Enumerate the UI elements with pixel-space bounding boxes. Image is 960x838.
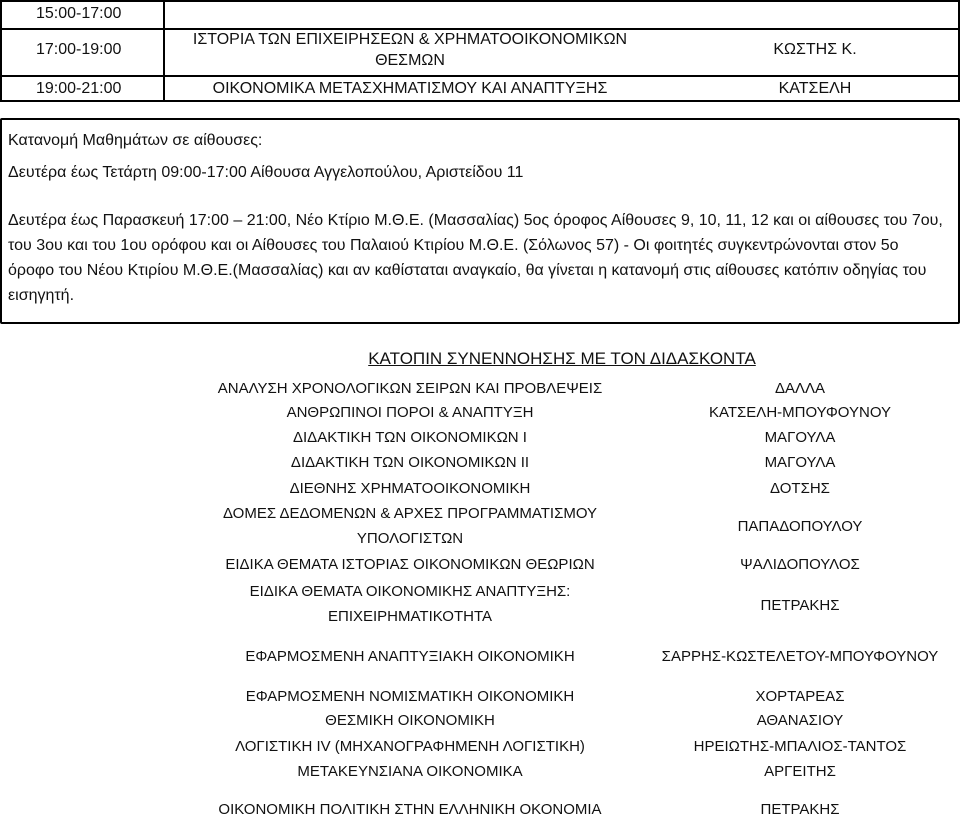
list-professor: ΑΘΑΝΑΣΙΟΥ	[756, 712, 844, 729]
list-professor: ΣΑΡΡΗΣ-ΚΩΣΤΕΛΕΤΟΥ-ΜΠΟΥΦΟΥΝΟΥ	[661, 648, 939, 665]
list-professor: ΠΕΤΡΑΚΗΣ	[760, 597, 840, 614]
list-professor: ΠΕΤΡΑΚΗΣ	[760, 801, 840, 818]
room-allocation-box	[0, 118, 960, 324]
list-professor: ΔΑΛΛΑ	[774, 380, 826, 397]
list-course: ΕΠΙΧΕΙΡΗΜΑΤΙΚΟΤΗΤΑ	[328, 608, 492, 625]
time-slot: 17:00-19:00	[36, 41, 122, 58]
list-course: ΑΝΑΛΥΣΗ ΧΡΟΝΟΛΟΓΙΚΩΝ ΣΕΙΡΩΝ ΚΑΙ ΠΡΟΒΛΕΨΕΙΣ	[217, 380, 603, 397]
list-course: ΕΙΔΙΚΑ ΘΕΜΑΤΑ ΟΙΚΟΝΟΜΙΚΗΣ ΑΝΑΠΤΥΞΗΣ:	[249, 583, 571, 600]
allocation-paragraph: Δευτέρα έως Παρασκευή 17:00 – 21:00, Νέο Κτίριο Μ.Θ.Ε. (Μασσαλίας) 5ος όροφος Αίθουσες 9, 10, 11, 12 και οι αίθουσες του 7ου, του 3ου και του 1ου ορόφου και οι Αίθουσες του Παλαιού Κτιρίου Μ.Θ.Ε. (Σόλωνος 57) - Οι φοιτητές συγκεντρώνονται στον 5ο όροφο του Νέου Κτιρίου Μ.Θ.Ε.(Μασσαλίας) και αν καθίσταται αναγκαίο, θα γίνεται η κατανομή στις αίθουσες κατόπιν οδηγίας του εισηγητή.	[8, 212, 943, 304]
table-border	[0, 0, 2, 102]
list-professor: ΜΑΓΟΥΛΑ	[764, 429, 836, 446]
list-course: ΕΙΔΙΚΑ ΘΕΜΑΤΑ ΙΣΤΟΡΙΑΣ ΟΙΚΟΝΟΜΙΚΩΝ ΘΕΩΡΙΩΝ	[225, 556, 595, 573]
list-professor: ΔΟΤΣΗΣ	[770, 480, 830, 497]
list-professor: ΨΑΛΙΔΟΠΟΥΛΟΣ	[740, 556, 860, 573]
allocation-title: Κατανομή Μαθημάτων σε αίθουσες:	[8, 132, 263, 149]
list-course: ΔΟΜΕΣ ΔΕΔΟΜΕΝΩΝ & ΑΡΧΕΣ ΠΡΟΓΡΑΜΜΑΤΙΣΜΟΥ	[222, 505, 598, 522]
list-professor: ΗΡΕΙΩΤΗΣ-ΜΠΑΛΙΟΣ-ΤΑΝΤΟΣ	[693, 738, 907, 755]
professor-name: ΚΑΤΣΕΛΗ	[778, 80, 852, 97]
list-professor: ΠΑΠΑΔΟΠΟΥΛΟΥ	[737, 518, 863, 535]
list-heading	[0, 349, 960, 369]
table-border	[0, 28, 960, 30]
list-heading-text: ΚΑΤΟΠΙΝ ΣΥΝΕΝΝΟΗΣΗΣ ΜΕ ΤΟΝ ΔΙΔΑΣΚΟΝΤΑ	[368, 349, 756, 368]
list-course: ΟΙΚΟΝΟΜΙΚΗ ΠΟΛΙΤΙΚΗ ΣΤΗΝ ΕΛΛΗΝΙΚΗ ΟΚΟΝΟΜΙΑ	[218, 801, 602, 818]
list-professor: ΜΑΓΟΥΛΑ	[764, 454, 836, 471]
list-professor: ΚΑΤΣΕΛΗ-ΜΠΟΥΦΟΥΝΟΥ	[708, 404, 892, 421]
allocation-line: Δευτέρα έως Τετάρτη 09:00-17:00 Αίθουσα Αγγελοπούλου, Αριστείδου 11	[8, 164, 524, 181]
list-professor: ΑΡΓΕΙΤΗΣ	[764, 763, 836, 780]
list-course: ΥΠΟΛΟΓΙΣΤΩΝ	[356, 530, 464, 547]
list-course: ΕΦΑΡΜΟΣΜΕΝΗ ΑΝΑΠΤΥΞΙΑΚΗ ΟΙΚΟΝΟΜΙΚΗ	[245, 648, 575, 665]
list-course: ΛΟΓΙΣΤΙΚΗ IV (ΜΗΧΑΝΟΓΡΑΦΗΜΕΝΗ ΛΟΓΙΣΤΙΚΗ)	[235, 738, 585, 755]
list-course: ΔΙΕΘΝΗΣ ΧΡΗΜΑΤΟΟΙΚΟΝΟΜΙΚΗ	[289, 480, 531, 497]
schedule-table	[0, 0, 960, 100]
course-title: ΙΣΤΟΡΙΑ ΤΩΝ ΕΠΙΧΕΙΡΗΣΕΩΝ & ΧΡΗΜΑΤΟΟΙΚΟΝΟΜΙΚΩΝ	[192, 31, 628, 48]
time-slot: 19:00-21:00	[36, 80, 122, 97]
table-border	[0, 100, 960, 102]
course-title: ΘΕΣΜΩΝ	[375, 52, 445, 69]
list-course: ΘΕΣΜΙΚΗ ΟΙΚΟΝΟΜΙΚΗ	[325, 712, 495, 729]
list-course: ΕΦΑΡΜΟΣΜΕΝΗ ΝΟΜΙΣΜΑΤΙΚΗ ΟΙΚΟΝΟΜΙΚΗ	[245, 688, 575, 705]
time-slot: 15:00-17:00	[36, 5, 122, 22]
list-course: ΔΙΔΑΚΤΙΚΗ ΤΩΝ ΟΙΚΟΝΟΜΙΚΩΝ Ι	[293, 429, 527, 446]
list-course: ΜΕΤΑΚΕΥΝΣΙΑΝΑ ΟΙΚΟΝΟΜΙΚΑ	[297, 763, 523, 780]
professor-name: ΚΩΣΤΗΣ Κ.	[773, 41, 857, 58]
list-course: ΔΙΔΑΚΤΙΚΗ ΤΩΝ ΟΙΚΟΝΟΜΙΚΩΝ ΙΙ	[290, 454, 530, 471]
table-border	[0, 0, 960, 2]
list-course: ΑΝΘΡΩΠΙΝΟΙ ΠΟΡΟΙ & ΑΝΑΠΤΥΞΗ	[286, 404, 534, 421]
list-professor: ΧΟΡΤΑΡΕΑΣ	[755, 688, 845, 705]
course-title: ΟΙΚΟΝΟΜΙΚΑ ΜΕΤΑΣΧΗΜΑΤΙΣΜΟΥ ΚΑΙ ΑΝΑΠΤΥΞΗΣ	[212, 80, 608, 97]
table-border	[0, 75, 960, 77]
